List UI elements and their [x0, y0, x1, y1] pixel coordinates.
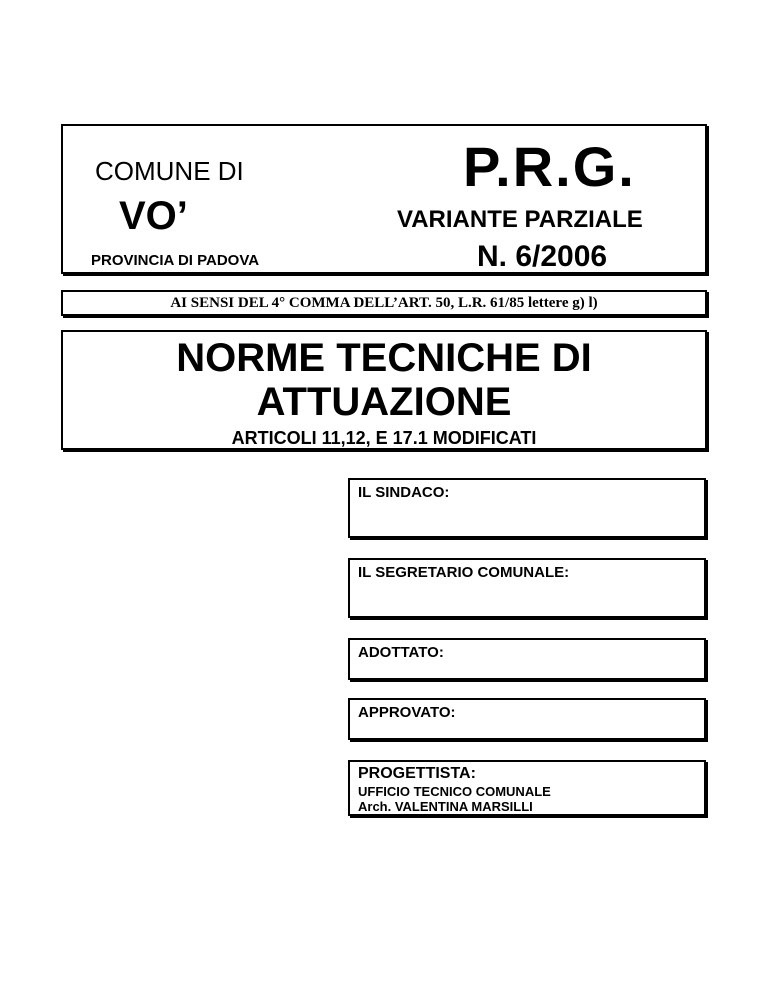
prg-title: P.R.G. — [463, 135, 636, 198]
sindaco-signature-box — [348, 478, 706, 538]
approvato-box — [348, 698, 706, 740]
sindaco-label: IL SINDACO: — [358, 484, 450, 501]
norme-title: NORME TECNICHE DI ATTUAZIONE — [176, 336, 592, 424]
norme-box — [61, 330, 707, 450]
comune-di-label: COMUNE DI — [95, 156, 244, 186]
comune-name: VO’ — [119, 194, 188, 238]
norme-subtitle: ARTICOLI 11,12, E 17.1 MODIFICATI — [231, 428, 537, 448]
progettista-box — [348, 760, 706, 816]
adottato-label: ADOTTATO: — [358, 644, 444, 661]
variante-label: VARIANTE PARZIALE — [397, 206, 643, 233]
progettista-name: Arch. VALENTINA MARSILLI — [358, 799, 533, 814]
variante-number: N. 6/2006 — [477, 240, 608, 273]
progettista-label: PROGETTISTA: — [358, 765, 476, 782]
provincia-label: PROVINCIA DI PADOVA — [91, 252, 260, 269]
segretario-signature-box — [348, 558, 706, 618]
legal-reference-box — [61, 290, 707, 316]
header-box — [61, 124, 707, 274]
progettista-office: UFFICIO TECNICO COMUNALE — [358, 784, 551, 799]
segretario-label: IL SEGRETARIO COMUNALE: — [358, 564, 570, 581]
approvato-label: APPROVATO: — [358, 704, 456, 721]
legal-reference-text: AI SENSI DEL 4° COMMA DELL’ART. 50, L.R. 61/85 lettere g) l) — [170, 295, 598, 311]
adottato-box — [348, 638, 706, 680]
